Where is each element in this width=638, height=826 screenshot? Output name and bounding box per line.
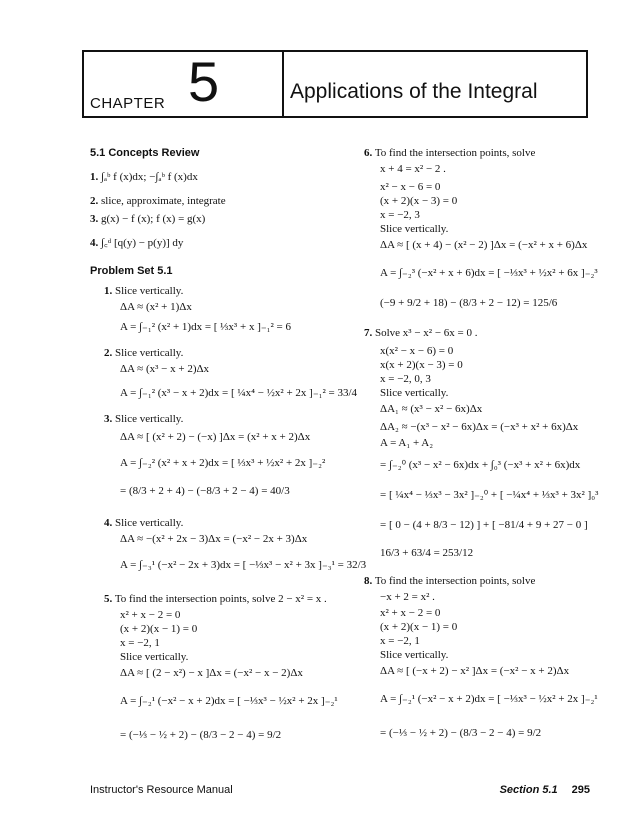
- line-text: = [ ¼x⁴ − ⅓x³ − 3x² ]₋₂⁰ + [ −¼x⁴ + ⅓x³ + 3x² ]₀³: [380, 489, 599, 501]
- left-line: [120, 558, 366, 572]
- left-line: [104, 284, 183, 298]
- line-text: Slice vertically.: [380, 387, 449, 399]
- line-text: x(x + 2)(x − 3) = 0: [380, 359, 463, 371]
- line-text: A = ∫₋₃¹ (−x² − 2x + 3)dx = [ −⅓x³ − x² + 3x ]₋₃¹ = 32/3: [120, 559, 367, 571]
- line-text: x + 4 = x² − 2 .: [380, 163, 446, 175]
- line-text: ΔA ≈ (x³ − x + 2)Δx: [120, 363, 210, 375]
- right-line: [380, 518, 588, 532]
- chapter-title: Applications of the Integral: [290, 80, 538, 103]
- line-text: = (−⅓ − ½ + 2) − (8/3 − 2 − 4) = 9/2: [120, 729, 282, 741]
- left-line: [90, 236, 183, 250]
- line-text: = (8/3 + 2 + 4) − (−8/3 + 2 − 4) = 40/3: [120, 485, 290, 497]
- footer-section: [430, 784, 590, 796]
- line-text: A = ∫₋₂¹ (−x² − x + 2)dx = [ −⅓x³ − ½x² + 2x ]₋₂¹: [120, 695, 338, 707]
- left-line: [120, 666, 303, 680]
- line-text: (x + 2)(x − 3) = 0: [380, 195, 458, 207]
- line-text: ΔA ≈ (x² + 1)Δx: [120, 301, 192, 313]
- right-line: [380, 194, 457, 208]
- line-text: Slice vertically.: [115, 517, 184, 529]
- problem-number: 7.: [364, 327, 373, 339]
- line-text: ΔA ≈ [ (x + 4) − (x² − 2) ]Δx = (−x² + x + 6)Δx: [380, 239, 588, 251]
- right-line: [380, 162, 446, 176]
- line-text: = (−⅓ − ½ + 2) − (8/3 − 2 − 4) = 9/2: [380, 727, 542, 739]
- right-line: [380, 208, 420, 222]
- line-text: A = A₁ + A₂: [380, 437, 434, 449]
- left-line: [120, 622, 197, 636]
- left-line: [120, 484, 290, 498]
- problem-number: 5.: [104, 593, 113, 605]
- line-text: (x + 2)(x − 1) = 0: [120, 623, 198, 635]
- line-text: (−9 + 9/2 + 18) − (8/3 + 2 − 12) = 125/6: [380, 297, 558, 309]
- left-line: [104, 346, 183, 360]
- right-line: [380, 634, 420, 648]
- line-text: ΔA₂ ≈ −(x³ − x² − 6x)Δx = (−x³ + x² + 6x)Δx: [380, 421, 579, 433]
- right-line: [364, 574, 535, 588]
- left-line: [120, 694, 338, 708]
- line-text: To find the intersection points, solve: [374, 147, 536, 159]
- right-line: [380, 606, 440, 620]
- problem-number: 4.: [90, 237, 99, 249]
- left-line: [120, 728, 281, 742]
- line-text: A = ∫₋₂³ (−x² + x + 6)dx = [ −⅓x³ + ½x² + 6x ]₋₂³: [380, 267, 598, 279]
- left-line: [104, 592, 327, 606]
- line-text: = ∫₋₂⁰ (x³ − x² − 6x)dx + ∫₀³ (−x³ + x² + 6x)dx: [380, 459, 581, 471]
- right-line: [380, 386, 448, 400]
- right-line: [380, 620, 457, 634]
- line-text: Slice vertically.: [380, 649, 449, 661]
- line-text: ∫ₐᵇ f (x)dx; −∫ₐᵇ f (x)dx: [101, 171, 198, 183]
- problem-number: 2.: [104, 347, 113, 359]
- page-number: 295: [571, 784, 590, 796]
- left-line: [120, 386, 357, 400]
- line-text: (x + 2)(x − 1) = 0: [380, 621, 458, 633]
- right-line: [380, 458, 580, 472]
- line-text: x = −2, 0, 3: [380, 373, 431, 385]
- right-line: [364, 146, 535, 160]
- left-line: [90, 264, 173, 278]
- line-text: slice, approximate, integrate: [101, 195, 226, 207]
- left-line: [120, 636, 160, 650]
- left-line: [120, 532, 307, 546]
- line-text: A = ∫₋₂² (x² + x + 2)dx = [ ⅓x³ + ½x² + 2x ]₋₂²: [120, 457, 326, 469]
- line-text: g(x) − f (x); f (x) = g(x): [101, 213, 206, 225]
- left-line: [120, 430, 310, 444]
- left-line: [104, 412, 183, 426]
- line-text: Slice vertically.: [120, 651, 189, 663]
- line-text: = [ 0 − (4 + 8/3 − 12) ] + [ −81/4 + 9 + 27 − 0 ]: [380, 519, 588, 531]
- left-line: [120, 362, 209, 376]
- line-text: ΔA₁ ≈ (x³ − x² − 6x)Δx: [380, 403, 483, 415]
- line-text: ΔA ≈ −(x² + 2x − 3)Δx = (−x² − 2x + 3)Δx: [120, 533, 308, 545]
- right-line: [380, 222, 448, 236]
- line-text: Slice vertically.: [115, 413, 184, 425]
- right-line: [380, 420, 578, 434]
- right-line: [380, 590, 435, 604]
- line-text: x² − x − 6 = 0: [380, 181, 441, 193]
- right-line: [380, 488, 598, 502]
- line-text: x = −2, 1: [380, 635, 420, 647]
- left-line: [90, 194, 226, 208]
- right-line: [380, 436, 433, 450]
- line-text: x² + x − 2 = 0: [380, 607, 441, 619]
- left-line: [120, 456, 325, 470]
- right-line: [380, 358, 463, 372]
- header-divider: [282, 50, 284, 118]
- line-text: ΔA ≈ [ (x² + 2) − (−x) ]Δx = (x² + x + 2)Δx: [120, 431, 311, 443]
- line-text: Slice vertically.: [380, 223, 449, 235]
- line-text: A = ∫₋₁² (x² + 1)dx = [ ⅓x³ + x ]₋₁² = 6: [120, 321, 291, 333]
- right-line: [380, 402, 482, 416]
- footer-manual-title: Instructor's Resource Manual: [90, 784, 233, 796]
- right-line: [380, 692, 598, 706]
- chapter-number: 5: [188, 50, 220, 113]
- problem-number: 3.: [104, 413, 113, 425]
- left-line: [120, 300, 192, 314]
- right-line: [380, 266, 598, 280]
- line-text: x = −2, 3: [380, 209, 420, 221]
- problem-number: 1.: [90, 171, 99, 183]
- left-line: [120, 608, 180, 622]
- problem-number: 6.: [364, 147, 373, 159]
- right-line: [380, 296, 557, 310]
- right-line: [380, 180, 440, 194]
- line-text: Solve x³ − x² − 6x = 0 .: [375, 327, 478, 339]
- line-text: Problem Set 5.1: [90, 265, 173, 277]
- left-line: [104, 516, 183, 530]
- right-line: [380, 344, 453, 358]
- line-text: A = ∫₋₁² (x³ − x + 2)dx = [ ¼x⁴ − ½x² + 2x ]₋₁² = 33/4: [120, 387, 358, 399]
- right-line: [380, 664, 569, 678]
- left-line: [90, 170, 198, 184]
- line-text: x² + x − 2 = 0: [120, 609, 181, 621]
- line-text: Slice vertically.: [115, 347, 184, 359]
- line-text: x = −2, 1: [120, 637, 160, 649]
- line-text: 16/3 + 63/4 = 253/12: [380, 547, 474, 559]
- line-text: ΔA ≈ [ (2 − x²) − x ]Δx = (−x² − x − 2)Δx: [120, 667, 303, 679]
- right-line: [380, 372, 431, 386]
- left-line: [120, 650, 188, 664]
- line-text: x(x² − x − 6) = 0: [380, 345, 454, 357]
- right-line: [380, 726, 541, 740]
- left-line: [90, 146, 199, 160]
- problem-number: 8.: [364, 575, 373, 587]
- footer-section-label: Section 5.1: [499, 784, 558, 796]
- right-line: [380, 238, 587, 252]
- chapter-label: CHAPTER: [90, 95, 166, 112]
- left-line: [90, 212, 205, 226]
- right-line: [380, 546, 473, 560]
- problem-number: 1.: [104, 285, 113, 297]
- line-text: To find the intersection points, solve 2 − x² = x .: [114, 593, 327, 605]
- line-text: To find the intersection points, solve: [374, 575, 536, 587]
- right-line: [380, 648, 448, 662]
- problem-number: 4.: [104, 517, 113, 529]
- line-text: Slice vertically.: [115, 285, 184, 297]
- left-line: [120, 320, 291, 334]
- line-text: ∫꜀ᵈ [q(y) − p(y)] dy: [101, 237, 184, 249]
- problem-number: 2.: [90, 195, 99, 207]
- problem-number: 3.: [90, 213, 99, 225]
- line-text: A = ∫₋₂¹ (−x² − x + 2)dx = [ −⅓x³ − ½x² + 2x ]₋₂¹: [380, 693, 598, 705]
- line-text: ΔA ≈ [ (−x + 2) − x² ]Δx = (−x² − x + 2)Δx: [380, 665, 570, 677]
- line-text: −x + 2 = x² .: [380, 591, 435, 603]
- right-line: [364, 326, 478, 340]
- line-text: 5.1 Concepts Review: [90, 147, 200, 159]
